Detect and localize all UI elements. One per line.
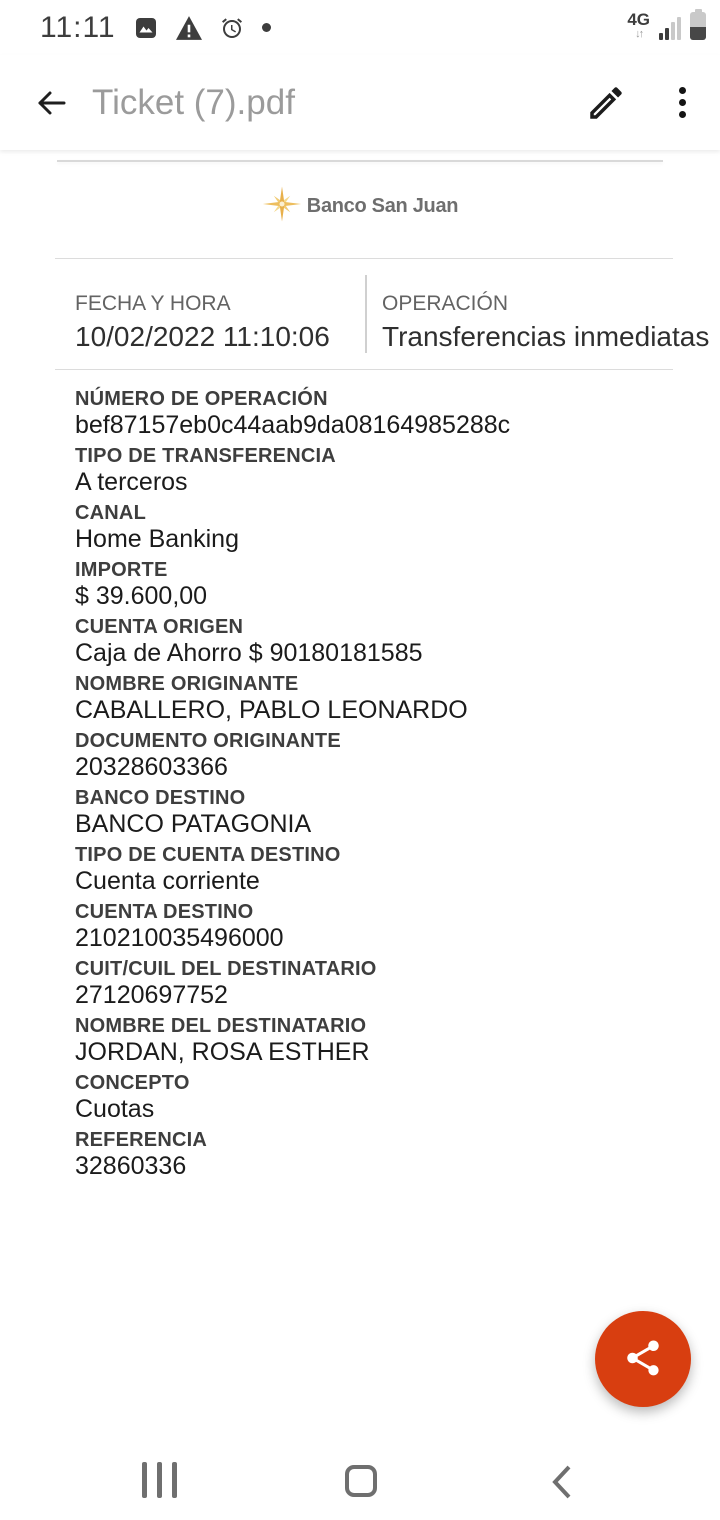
navigation-bar (0, 1440, 720, 1520)
network-type-label: 4G (627, 10, 650, 29)
operacion-value: Transferencias inmediatas (382, 321, 710, 352)
field-label: NÚMERO DE OPERACIÓN (75, 388, 328, 410)
field-value: 20328603366 (75, 753, 228, 781)
overflow-menu-button[interactable] (662, 77, 702, 129)
network-arrows-icon: ↓↑ (635, 28, 643, 40)
warning-icon (176, 16, 202, 40)
field-label: IMPORTE (75, 559, 168, 581)
field-label: CUENTA ORIGEN (75, 616, 244, 638)
fecha-block (75, 292, 330, 353)
field-label: DOCUMENTO ORIGINANTE (75, 730, 341, 752)
share-fab-button[interactable] (595, 1311, 691, 1407)
share-icon (622, 1337, 664, 1382)
back-button[interactable] (30, 81, 74, 125)
field-label: CUIT/CUIL DEL DESTINATARIO (75, 958, 377, 980)
fecha-label: FECHA Y HORA (75, 292, 231, 315)
home-button[interactable] (345, 1465, 377, 1497)
network-indicator (627, 11, 650, 40)
field-value: CABALLERO, PABLO LEONARDO (75, 696, 468, 724)
field-value: Cuotas (75, 1095, 155, 1123)
field-value: 210210035496000 (75, 924, 284, 952)
field-value: 27120697752 (75, 981, 228, 1009)
field-label: CONCEPTO (75, 1072, 190, 1094)
field-row (75, 557, 680, 609)
field-row (75, 899, 680, 951)
fecha-value: 10/02/2022 11:10:06 (75, 321, 330, 352)
field-value: Cuenta corriente (75, 867, 260, 895)
alarm-icon (220, 16, 244, 40)
bank-name: Banco San Juan (306, 195, 459, 217)
pdf-page-edge (57, 160, 663, 162)
field-value: JORDAN, ROSA ESTHER (75, 1038, 370, 1066)
field-label: NOMBRE ORIGINANTE (75, 673, 299, 695)
field-label: REFERENCIA (75, 1129, 208, 1151)
status-time: 11:11 (40, 10, 116, 44)
bank-logo (0, 184, 720, 229)
field-row (75, 671, 680, 723)
field-row (75, 1127, 680, 1179)
field-value: A terceros (75, 468, 188, 496)
battery-icon (690, 9, 706, 40)
signal-strength-icon (659, 16, 681, 40)
field-label: CANAL (75, 502, 146, 524)
document-title: Ticket (7).pdf (92, 82, 295, 122)
field-label: BANCO DESTINO (75, 787, 246, 809)
field-row (75, 614, 680, 666)
field-label: TIPO DE CUENTA DESTINO (75, 844, 341, 866)
field-label: CUENTA DESTINO (75, 901, 254, 923)
operacion-label: OPERACIÓN (382, 292, 509, 315)
field-row (75, 1070, 680, 1122)
field-value: Home Banking (75, 525, 239, 553)
field-row (75, 842, 680, 894)
field-value: $ 39.600,00 (75, 582, 208, 610)
field-row (75, 785, 680, 837)
gallery-icon (134, 16, 158, 40)
field-value: 32860336 (75, 1152, 187, 1180)
field-value: Caja de Ahorro $ 90180181585 (75, 639, 423, 667)
app-header (0, 55, 720, 150)
edit-pencil-button[interactable] (580, 77, 632, 129)
field-row (75, 386, 680, 438)
field-row (75, 1013, 680, 1065)
divider (55, 369, 673, 370)
field-label: TIPO DE TRANSFERENCIA (75, 445, 336, 467)
status-bar (0, 0, 720, 55)
field-value: BANCO PATAGONIA (75, 810, 312, 838)
notification-dot-icon (262, 23, 271, 32)
field-row (75, 443, 680, 495)
field-row (75, 728, 680, 780)
field-label: NOMBRE DEL DESTINATARIO (75, 1015, 367, 1037)
operacion-block (382, 292, 709, 353)
field-row (75, 500, 680, 552)
recents-button[interactable] (142, 1462, 177, 1498)
nav-back-button[interactable] (551, 1464, 573, 1500)
field-list (75, 386, 680, 1184)
vertical-divider (365, 275, 367, 353)
divider (55, 258, 673, 259)
bank-star-icon (262, 184, 302, 229)
field-row (75, 956, 680, 1008)
field-value: bef87157eb0c44aab9da08164985288c (75, 411, 511, 439)
